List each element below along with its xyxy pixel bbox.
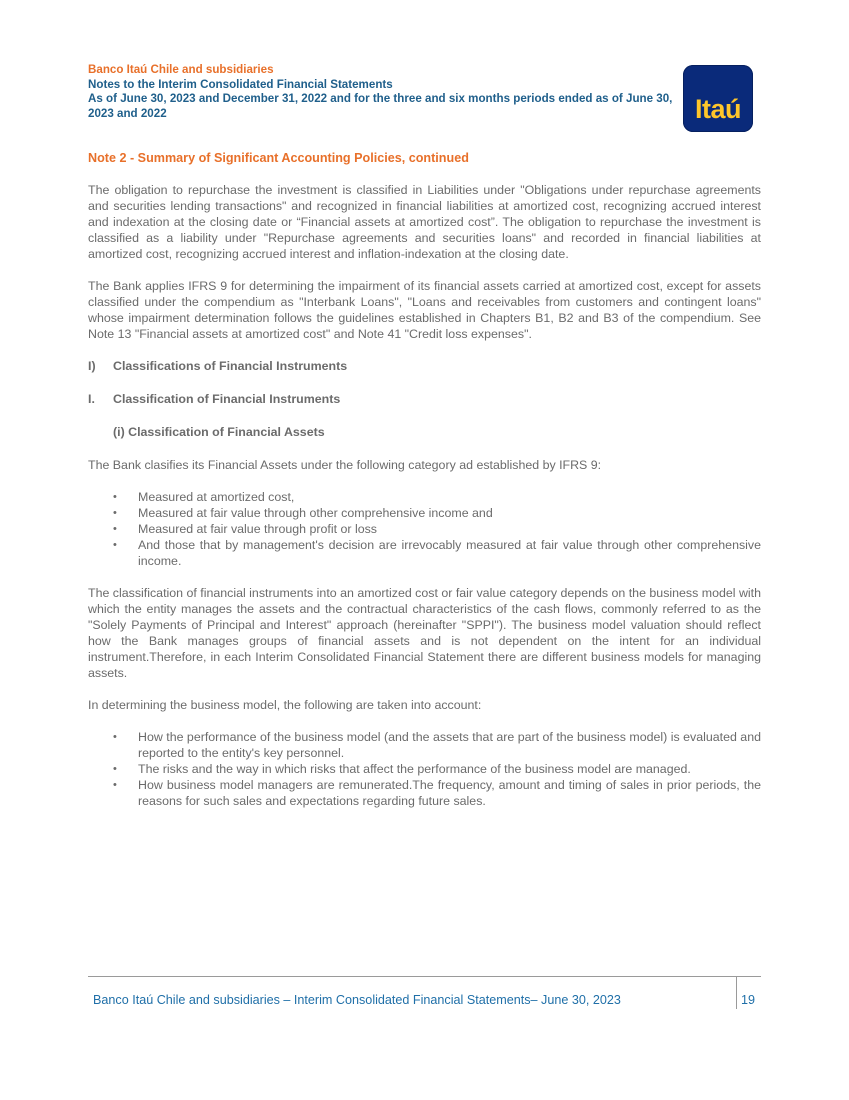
header-period: As of June 30, 2023 and December 31, 2022 and for the three and six months periods ended as of June 30, 2023 and 2022 bbox=[88, 92, 673, 120]
subheading-financial-assets: (i) Classification of Financial Assets bbox=[113, 425, 325, 439]
list-item: • How the performance of the business model (and the assets that are part of the business model) is evaluated and reported to the entity's key personnel. bbox=[88, 729, 761, 761]
category-list bbox=[88, 489, 761, 569]
heading-number: I) bbox=[88, 359, 96, 373]
header-subtitle: Notes to the Interim Consolidated Financial Statements bbox=[88, 77, 393, 91]
paragraph-business-model: The classification of financial instruments into an amortized cost or fair value category depends on the business model with which the entity manages the assets and the contractual characteristics of the cash flows, commonly referred to as the "Solely Payments of Principal and Interest" approach (hereinafter "SPPI"). The business model valuation should reflect how the Bank manages groups of financial assets and is not dependent on the intent for an individual instrument.Therefore, in each Interim Consolidated Financial Statement there are different business models for managing assets. bbox=[88, 586, 761, 680]
heading-classifications bbox=[88, 358, 761, 374]
logo-text: Itaú bbox=[694, 94, 741, 124]
list-item: • And those that by management's decision are irrevocably measured at fair value through other comprehensive income. bbox=[88, 537, 761, 569]
note-title: Note 2 - Summary of Significant Accounting Policies, continued bbox=[88, 151, 469, 165]
heading-text: Classification of Financial Instruments bbox=[113, 392, 341, 406]
page-number: 19 bbox=[741, 993, 756, 1007]
footer-text: Banco Itaú Chile and subsidiaries – Interim Consolidated Financial Statements– June 30, 2023 bbox=[93, 993, 621, 1007]
paragraph-categories-intro: The Bank clasifies its Financial Assets under the following category ad established by IFRS 9: bbox=[88, 458, 602, 472]
paragraph-repurchase: The obligation to repurchase the investment is classified in Liabilities under "Obligations under repurchase agreements and securities lending transactions" and recognized in financial liabilities at amortized cost, recognizing accrued interest and indexation at the closing date or “Financial assets at amortized cost”. The obligation to repurchase the investment is classified as a liability under "Repurchase agreements and securities loans" and recorded in financial liabilities at amortized cost, recognizing accrued interest and inflation-indexation at the closing date. bbox=[88, 183, 761, 261]
business-model-list bbox=[88, 729, 761, 809]
header-company: Banco Itaú Chile and subsidiaries bbox=[88, 63, 274, 76]
footer-rule bbox=[88, 976, 761, 977]
heading-number: I. bbox=[88, 392, 95, 406]
list-item: • Measured at fair value through profit or loss bbox=[88, 521, 761, 537]
footer-divider bbox=[736, 977, 737, 1009]
list-item: • How business model managers are remunerated.The frequency, amount and timing of sales in prior periods, the reasons for such sales and expectations regarding future sales. bbox=[88, 777, 761, 809]
heading-text: Classifications of Financial Instruments bbox=[113, 359, 348, 373]
list-item: • The risks and the way in which risks that affect the performance of the business model are managed. bbox=[88, 761, 761, 777]
page-content bbox=[88, 150, 761, 825]
paragraph-impairment: The Bank applies IFRS 9 for determining the impairment of its financial assets carried at amortized cost, except for assets classified under the compendium as "Interbank Loans", "Loans and receivables from customers and contingent loans" whose impairment determination follows the guidelines established in Chapters B1, B2 and B3 of the compendium. See Note 13 "Financial assets at amortized cost" and Note 41 "Credit loss expenses". bbox=[88, 279, 761, 341]
list-item: • Measured at fair value through other comprehensive income and bbox=[88, 505, 761, 521]
paragraph-determining-intro: In determining the business model, the following are taken into account: bbox=[88, 698, 482, 712]
heading-classification bbox=[88, 391, 761, 407]
list-item: • Measured at amortized cost, bbox=[88, 489, 761, 505]
itau-logo bbox=[683, 65, 753, 132]
page-header bbox=[88, 63, 678, 121]
